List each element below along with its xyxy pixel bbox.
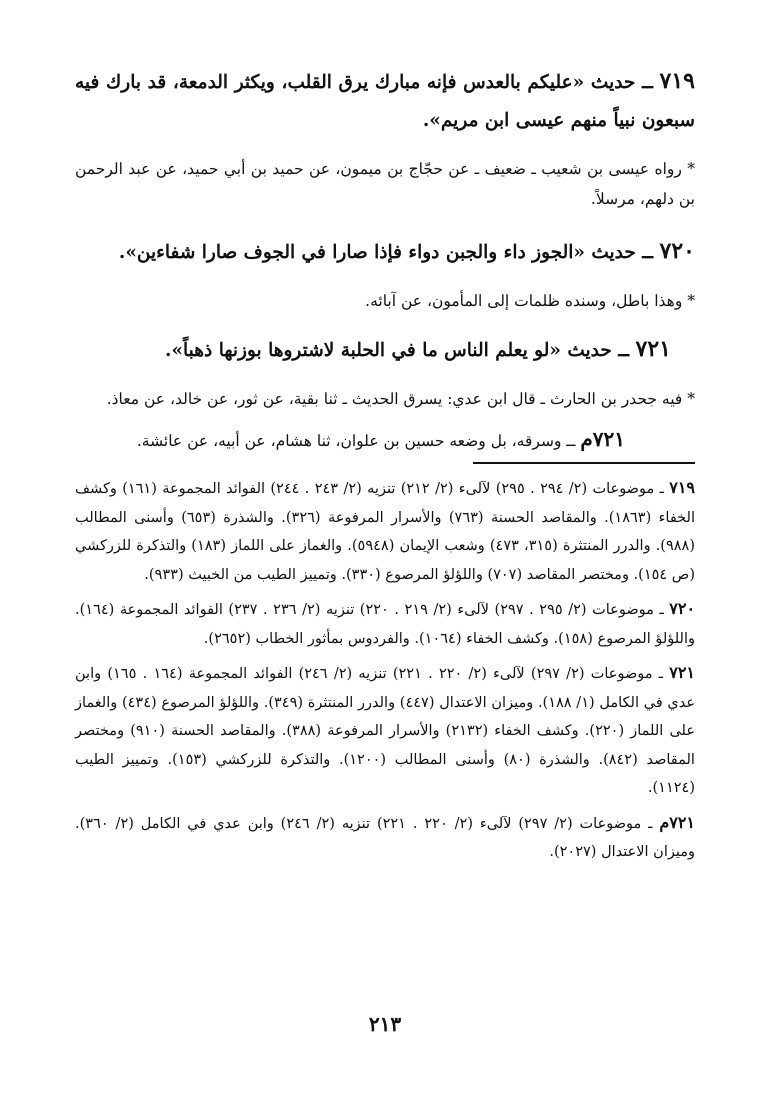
hadith-entry-721 xyxy=(75,330,695,370)
hadith-note: * رواه عيسى بن شعيب ـ ضعيف ـ عن حجّاج بن ميمون، عن حميد بن أبي حميد، عن عبد الرحمن بن دلهم، مرسلاً. xyxy=(75,160,695,208)
footnote-number: ٧١٩ xyxy=(669,478,695,497)
footnote-number: ٧٢٠ xyxy=(669,599,696,618)
footnote-text: ـ موضوعات (٢/ ٢٩٧) لآلىء (٢/ ٢٢٠ . ٢٢١) تنزيه (٢/ ٢٤٦) الفوائد المجموعة (١٦٤ . ١٦٥) وابن عدي في الكامل (١/ ١٨٨). وميزان الاعتدال (٤٤٧) والدرر المنتثرة (٣٤٩). واللؤلؤ المرصوع (٤٣٤) والغماز على اللماز (٢٢٠). وكشف الخفاء (٢١٣٢) والأسرار المرفوعة (٣٨٨). والمقاصد الحسنة (٩١٠) ومختصر المقاصد (٨٤٢). والشذرة (٨٠) وأسنى المطالب (١٢٠٠). والتذكرة للزركشي (١٥٣). وتمييز الطيب (١١٢٤). xyxy=(75,666,696,796)
hadith-note: * وهذا باطل، وسنده ظلمات إلى المأمون، عن آبائه. xyxy=(365,292,695,310)
footnote-719 xyxy=(75,474,695,589)
footnote-text: ـ موضوعات (٢/ ٢٩٤ . ٢٩٥) لآلىء (٢/ ٢١٢) تنزيه (٢/ ٢٤٣ . ٢٤٤) الفوائد المجموعة (١٦١) وكشف الخفاء (١٨٦٣). والمقاصد الحسنة (٧٦٣) والأسرار المرفوعة (٣٢٦). والشذرة (٦٥٣) وأسنى المطالب (٩٨٨). والدرر المنتثرة (٣١٥، ٤٧٣) وشعب الإيمان (٥٩٤٨). والغماز على اللماز (١٨٣) والتذكرة للزركشي (ص ١٥٤). ومختصر المقاصد (٧٠٧) واللؤلؤ المرصوع (٣٣٠). وتمييز الطيب من الخبيث (٩٣٣). xyxy=(75,481,695,583)
footnote-number: ٧٢١م xyxy=(659,812,696,832)
hadith-number: ٧١٩ xyxy=(659,68,695,94)
hadith-text: ــ حديث «لو يعلم الناس ما في الحلبة لاشتروها بوزنها ذهباً». xyxy=(165,340,630,361)
page-number: ٢١٣ xyxy=(368,1012,402,1036)
hadith-text: ــ حديث «الجوز داء والجبن دواء فإذا صارا في الجوف صارا شفاءين». xyxy=(118,242,654,263)
footnote-text: ـ موضوعات (٢/ ٢٩٥ . ٢٩٧) لآلىء (٢/ ٢١٩ . ٢٢٠) تنزيه (٢/ ٢٣٦ . ٢٣٧) الفوائد المجموعة (١٦٤). واللؤلؤ المرصوع (١٥٨). وكشف الخفاء (١٠٦٤). والفردوس بمأثور الخطاب (٢٦٥٢). xyxy=(75,602,695,647)
hadith-entry-719 xyxy=(75,62,695,140)
sub-entry-text: ــ وسرقه، بل وضعه حسين بن علوان، ثنا هشام، عن أبيه، عن عائشة. xyxy=(136,432,576,450)
sub-entry-number: ٧٢١م xyxy=(580,427,625,451)
hadith-text: ــ حديث «عليكم بالعدس فإنه مبارك يرق القلب، ويكثر الدمعة، قد بارك فيه سبعون نبياً منهم عيسى ابن مريم». xyxy=(75,72,695,131)
footnote-number: ٧٢١ xyxy=(669,663,696,682)
page-body xyxy=(75,62,695,1062)
footnote-divider xyxy=(473,462,695,464)
sub-entry-721m xyxy=(75,424,625,456)
footnote-721 xyxy=(75,659,695,803)
hadith-number: ٧٢٠ xyxy=(659,238,695,264)
hadith-number: ٧٢١ xyxy=(635,336,671,362)
footnote-721m xyxy=(75,809,695,867)
footnote-text: ـ موضوعات (٢/ ٢٩٧) لآلىء (٢/ ٢٢٠ . ٢٢١) تنزيه (٢/ ٢٤٦) وابن عدي في الكامل (٢/ ٣٦٠). وميزان الاعتدال (٢٠٢٧). xyxy=(75,815,695,860)
hadith-note: * فيه جحدر بن الحارث ـ قال ابن عدي: يسرق الحديث ـ ثنا بقية، عن ثور، عن خالد، عن معاذ. xyxy=(106,390,695,408)
hadith-entry-720 xyxy=(75,232,695,272)
footnote-720 xyxy=(75,595,695,653)
